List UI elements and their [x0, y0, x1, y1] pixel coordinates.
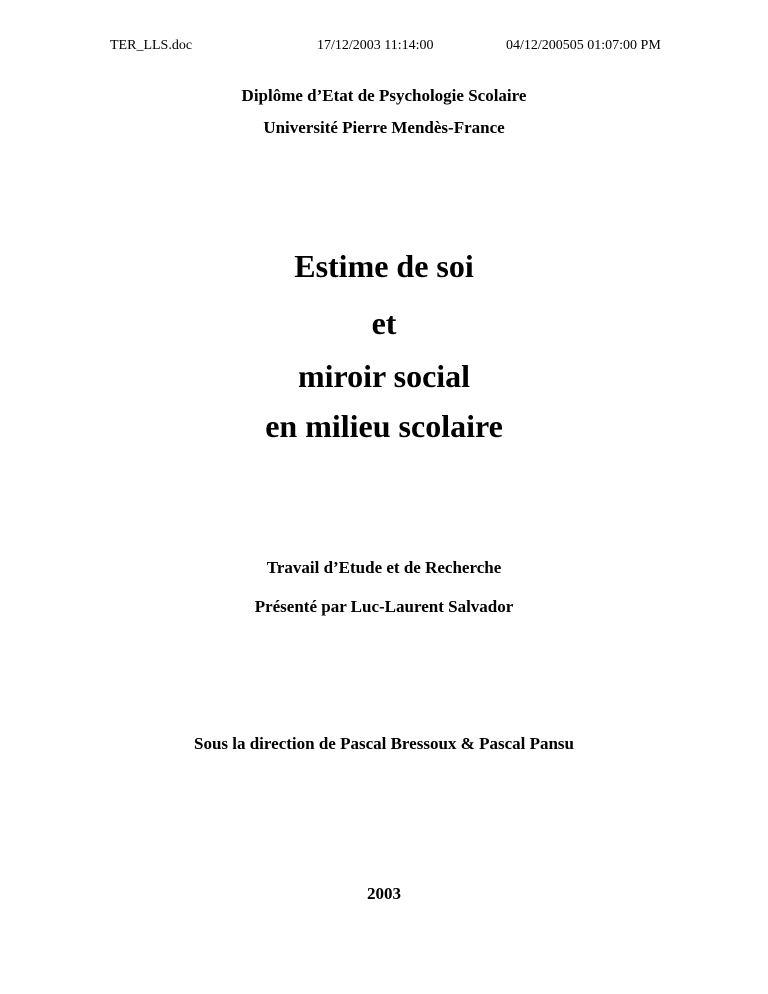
supervision-line: Sous la direction de Pascal Bressoux & Pascal Pansu: [193, 734, 574, 753]
title-line-4: en milieu scolaire: [265, 408, 503, 444]
document-header: [0, 38, 768, 58]
year-line: 2003: [367, 884, 401, 903]
title-line-3: miroir social: [297, 358, 471, 394]
presenter-line: Présenté par Luc-Laurent Salvador: [254, 597, 514, 616]
work-type-line: Travail d’Etude et de Recherche: [266, 558, 502, 577]
title-line-2: et: [371, 305, 397, 341]
university-line: Université Pierre Mendès-France: [263, 118, 505, 137]
title-line-1: Estime de soi: [294, 248, 474, 284]
header-printed-date: 04/12/200505 01:07:00 PM: [506, 38, 661, 53]
header-filename: TER_LLS.doc: [110, 38, 193, 53]
diploma-line: Diplôme d’Etat de Psychologie Scolaire: [241, 86, 527, 105]
header-created-date: 17/12/2003 11:14:00: [317, 38, 434, 53]
